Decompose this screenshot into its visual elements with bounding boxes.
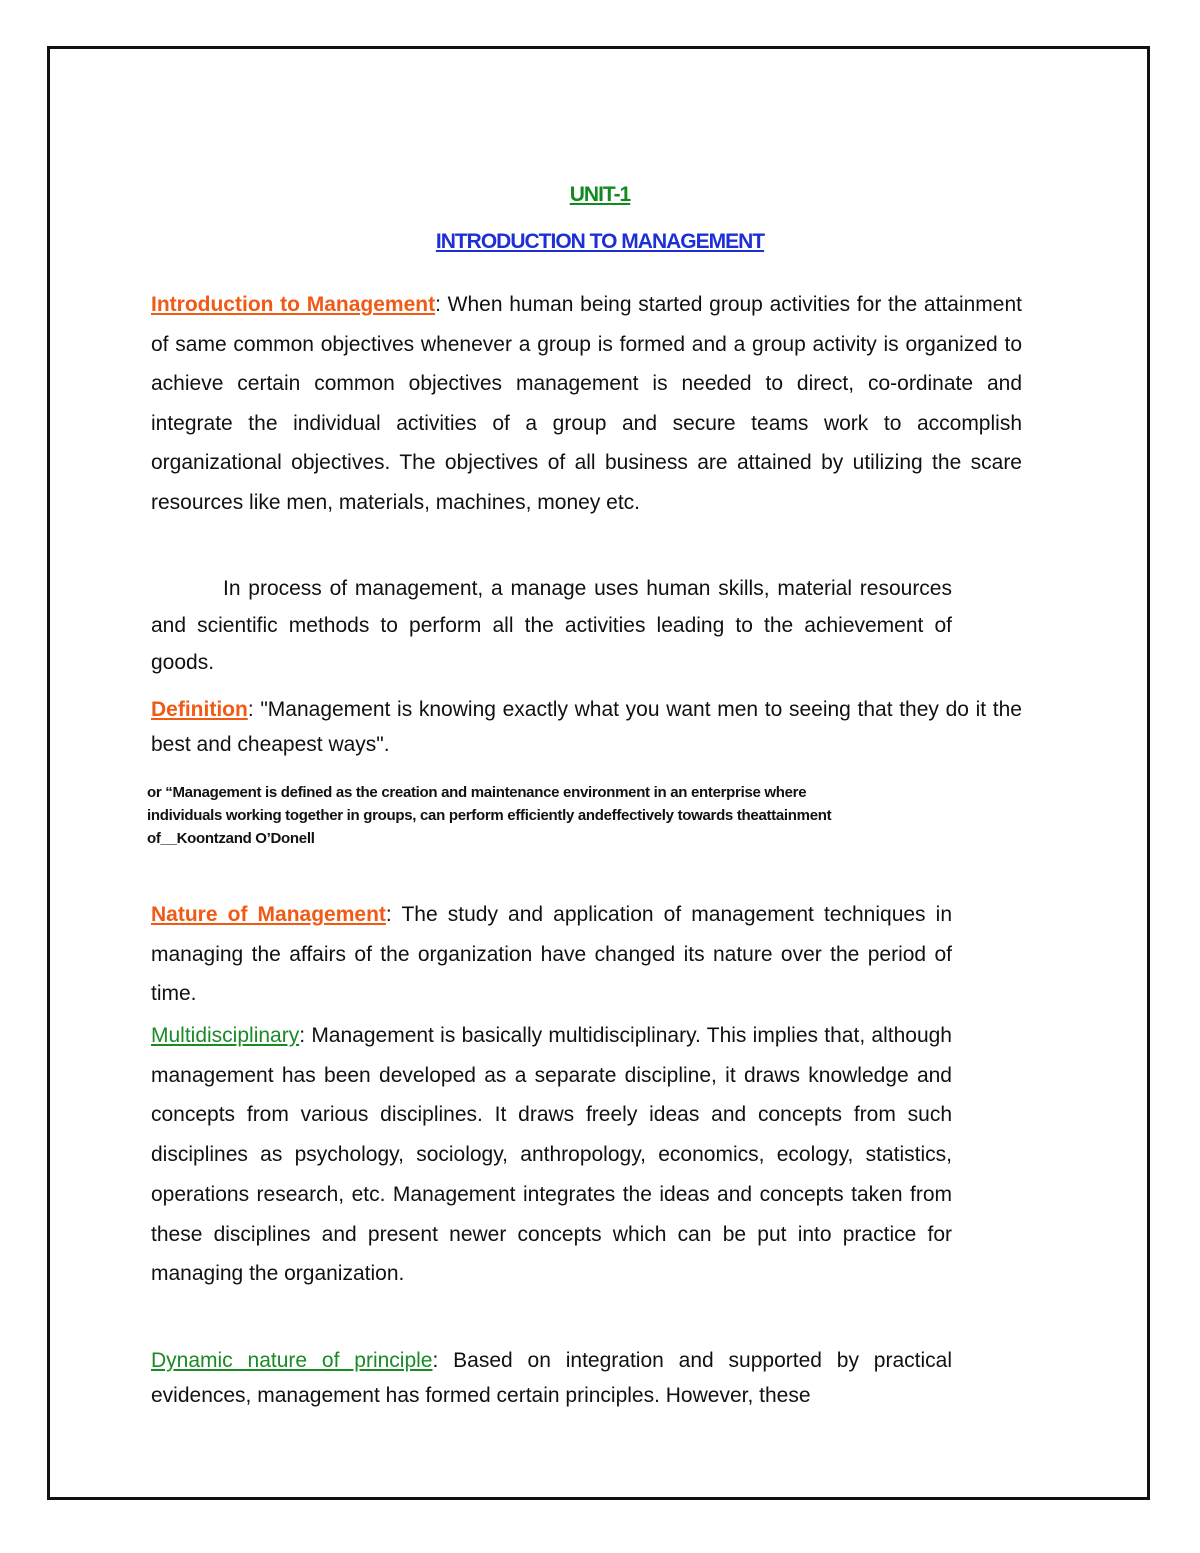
nature-label: Nature of Management: [151, 903, 386, 926]
koontz-quote: [147, 781, 967, 850]
intro-label: Introduction to Management: [151, 293, 436, 316]
definition-text: : "Management is knowing exactly what you want men to seeing that they do it the best and cheapest ways".: [151, 698, 1022, 756]
quote-line: individuals working together in groups, can perform efficiently andeffectively towards theattainment: [147, 807, 832, 824]
intro-paragraph: [151, 285, 1022, 522]
intro-text: : When human being started group activities for the attainment of same common objectives whenever a group is formed and a group activity is organized to achieve certain common objectives management is needed to direct, co-ordinate and integrate the individual activities of a group and secure teams work to accomplish organizational objectives. The objectives of all business are attained by utilizing the scare resources like men, materials, machines, money etc.: [151, 293, 1022, 514]
multidisciplinary-label: Multidisciplinary: [151, 1024, 300, 1047]
process-paragraph: In process of management, a manage uses human skills, material resources and scientific methods to perform all the activities leading to the achievement of goods.: [151, 577, 952, 674]
definition-paragraph: [151, 692, 1022, 762]
unit-heading: UNIT-1: [569, 183, 631, 206]
dynamic-label: Dynamic nature of principle: [151, 1349, 433, 1372]
quote-line: or “Management is defined as the creation and maintenance environment in an enterprise where: [147, 784, 807, 801]
page-title: INTRODUCTION TO MANAGEMENT: [435, 230, 765, 253]
nature-text: : The study and application of management techniques in managing the affairs of the organization have changed its nature over the period of time.: [151, 903, 952, 1005]
multidisciplinary-text: : Management is basically multidisciplinary. This implies that, although management has been developed as a separate discipline, it draws knowledge and concepts from various disciplines. It draws freely ideas and concepts from such disciplines as psychology, sociology, anthropology, economics, ecology, statistics, operations research, etc. Management integrates the ideas and concepts taken from these disciplines and present newer concepts which can be put into practice for managing the organization.: [151, 1024, 952, 1286]
dynamic-paragraph: [151, 1343, 952, 1413]
dynamic-text: : Based on integration and supported by practical evidences, management has formed certain principles. However, these: [151, 1349, 953, 1407]
nature-paragraph: [151, 895, 952, 1014]
multidisciplinary-paragraph: [151, 1016, 952, 1294]
quote-line: of__Koontzand O’Donell: [147, 830, 315, 847]
definition-label: Definition: [151, 698, 248, 721]
